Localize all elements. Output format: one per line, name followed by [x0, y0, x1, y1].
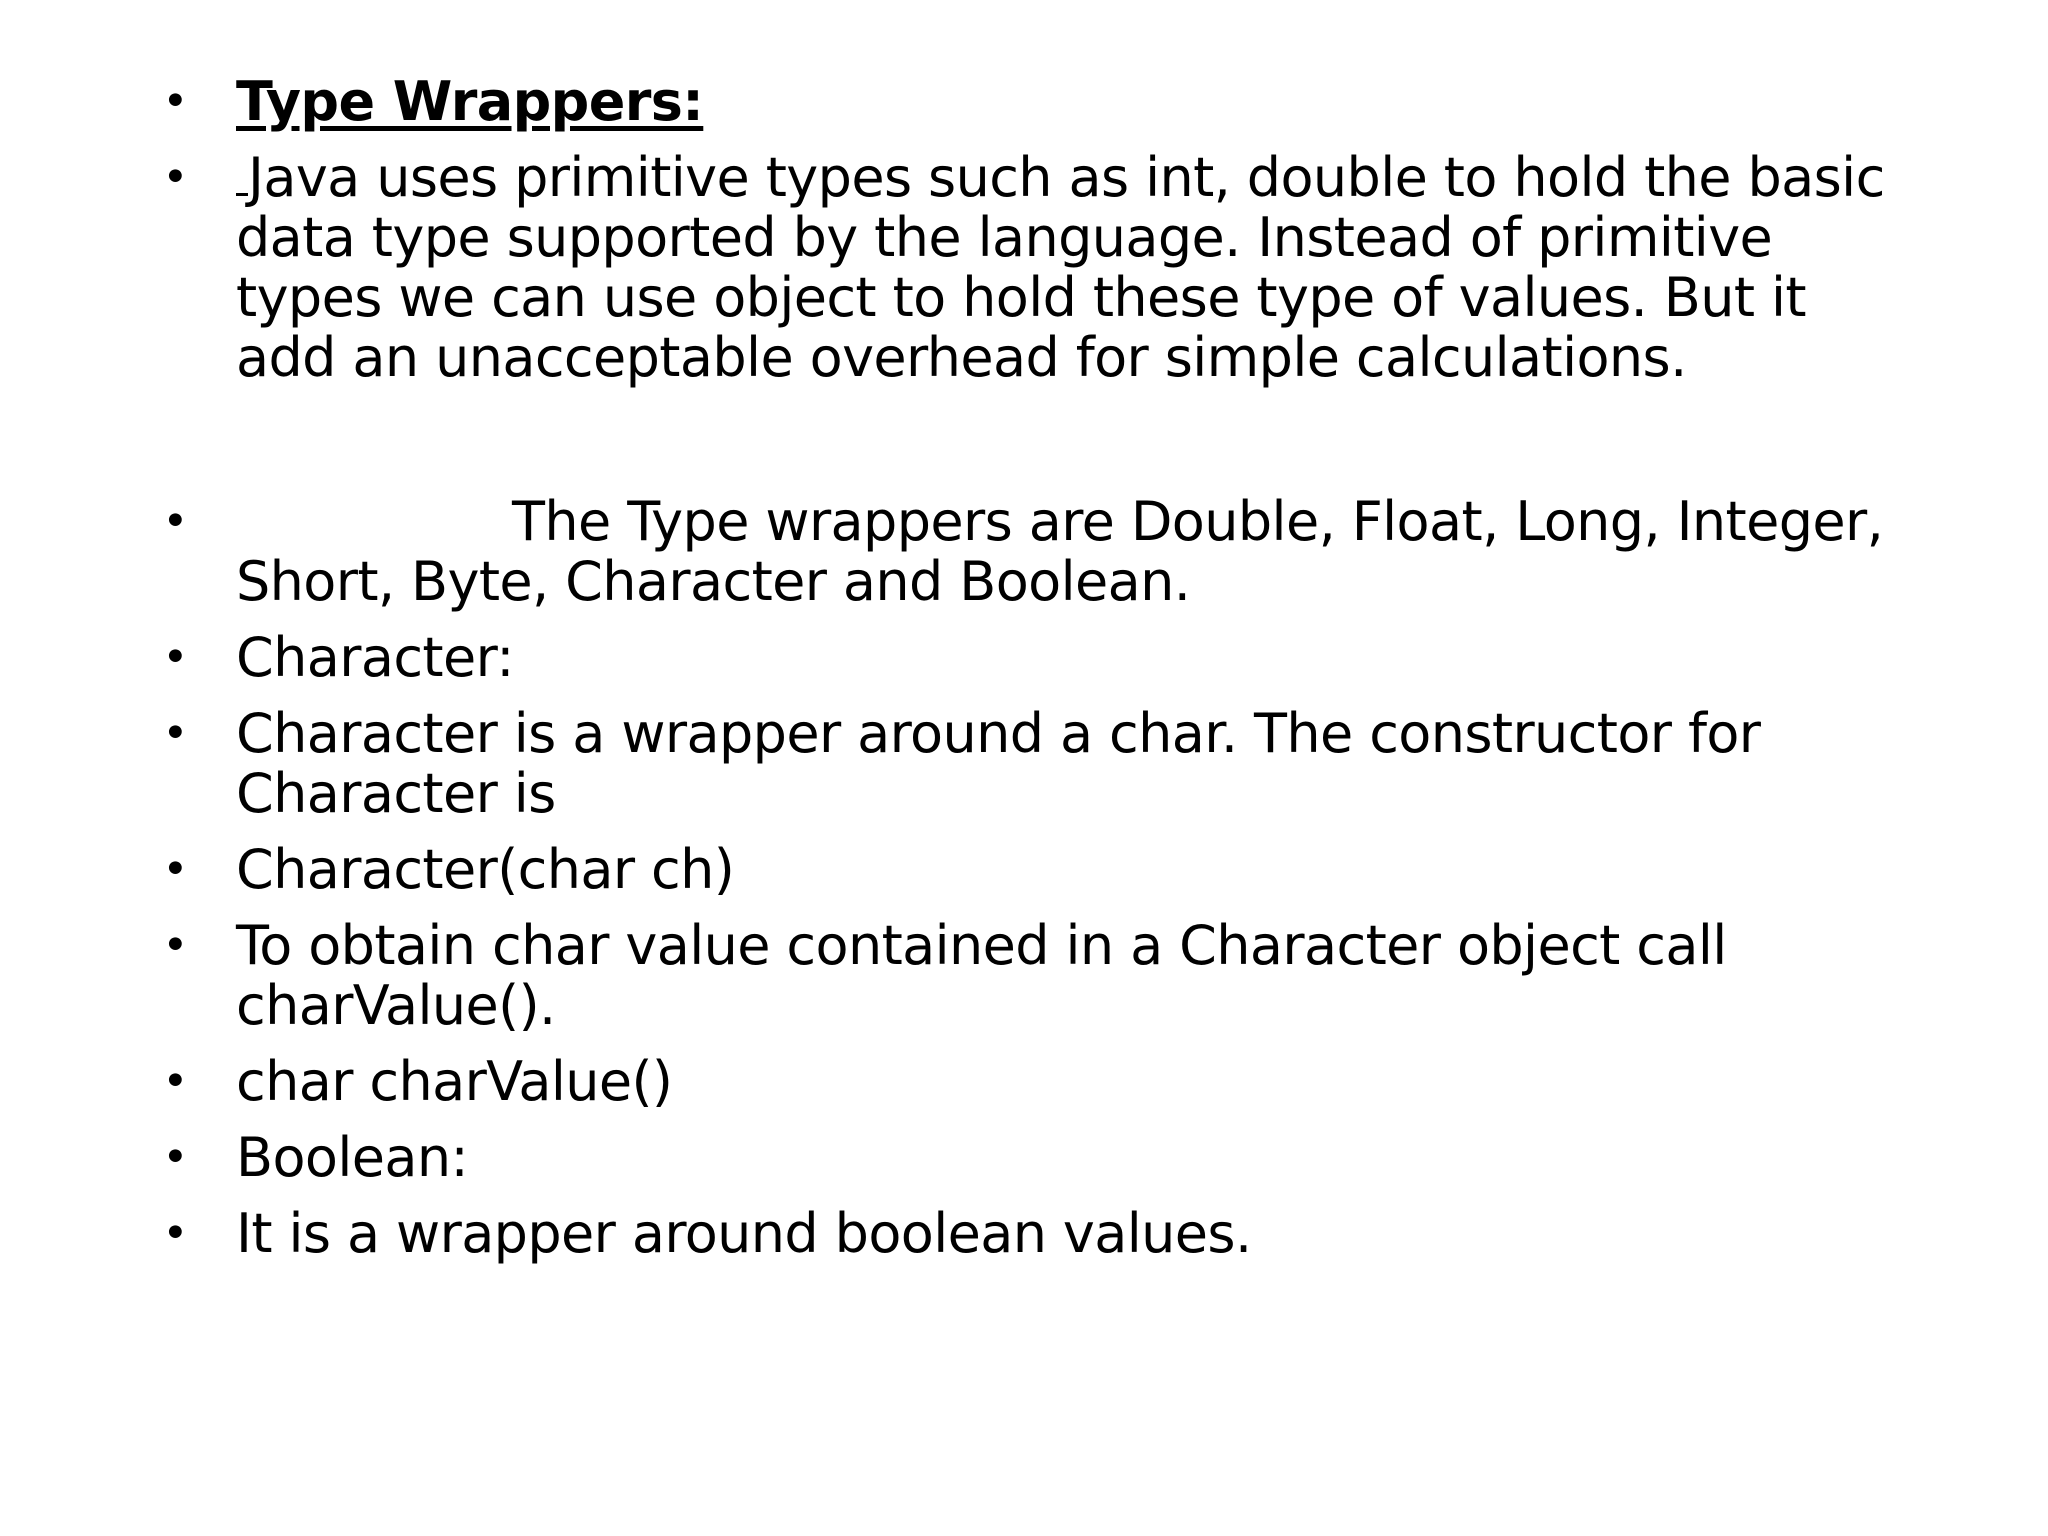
- bullet-text: To obtain char value contained in a Character object call charValue().: [236, 914, 1727, 1037]
- bullet-text: char charValue(): [236, 1050, 673, 1113]
- bullet-boolean-description: [150, 1204, 1910, 1264]
- bullet-boolean-heading: [150, 1128, 1910, 1188]
- bullet-dot: •: [162, 632, 188, 683]
- bullet-dot: •: [162, 76, 188, 127]
- bullet-charvalue-description: [150, 916, 1910, 1036]
- heading-text: Type Wrappers:: [236, 70, 704, 133]
- bullet-charvalue-signature: [150, 1052, 1910, 1112]
- bullet-heading-type-wrappers: [150, 72, 1910, 132]
- bullet-text: Character:: [236, 626, 514, 689]
- bullet-dot: •: [162, 1132, 188, 1183]
- bullet-dot: •: [162, 844, 188, 895]
- bullet-dot: •: [162, 1056, 188, 1107]
- bullet-text: Character is a wrapper around a char. The constructor for Character is: [236, 702, 1761, 825]
- underscore-mark: [236, 149, 248, 196]
- bullet-character-description: [150, 704, 1910, 824]
- bullet-text: It is a wrapper around boolean values.: [236, 1202, 1252, 1265]
- bullet-dot: •: [162, 1208, 188, 1259]
- bullet-text: Boolean:: [236, 1126, 469, 1189]
- bullet-dot: •: [162, 152, 188, 203]
- bullet-character-heading: [150, 628, 1910, 688]
- bullet-type-wrappers-list: [150, 492, 1910, 612]
- bullet-dot: •: [162, 708, 188, 759]
- bullet-character-constructor: [150, 840, 1910, 900]
- bullet-list: [150, 72, 1910, 1280]
- bullet-text: Java uses primitive types such as int, double to hold the basic data type supported by the language. Instead of primitive types we can use object to hold these type of values. But it add an unacceptable overhead for simple calculations.: [236, 146, 1885, 389]
- bullet-text: Character(char ch): [236, 838, 735, 901]
- bullet-text: The Type wrappers are Double, Float, Long, Integer, Short, Byte, Character and Boolean.: [236, 490, 1884, 613]
- bullet-dot: •: [162, 920, 188, 971]
- bullet-primitive-types: [150, 148, 1910, 388]
- bullet-dot: •: [162, 496, 188, 547]
